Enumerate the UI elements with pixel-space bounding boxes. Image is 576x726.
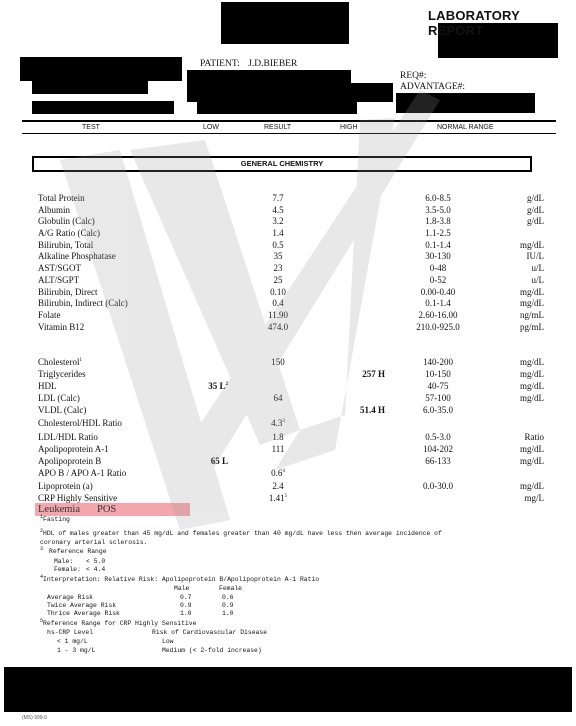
normal-range: 0.1-1.4 — [425, 240, 451, 250]
footnote-4-label: Thrice Average Risk — [47, 610, 120, 617]
table-row — [0, 227, 576, 239]
table-row — [0, 297, 576, 309]
col-head-high: HIGH — [340, 124, 358, 131]
table-row — [0, 455, 576, 467]
table-row — [0, 250, 576, 262]
unit: pg/mL — [520, 322, 544, 332]
result-value: 150 — [271, 357, 285, 367]
unit: mg/L — [524, 493, 544, 503]
footnote-4-male: 0.9 — [180, 602, 192, 609]
unit: mg/dL — [520, 381, 544, 391]
test-name: Vitamin B12 — [38, 322, 85, 332]
footnote-4-col-female: Female — [219, 585, 243, 592]
test-name: Globulin (Calc) — [38, 216, 95, 226]
table-row — [0, 392, 576, 404]
redaction-footer-bar — [4, 667, 572, 712]
test-name: CRP Highly Sensitive — [38, 493, 118, 503]
footnote-5-col-risk: Risk of Cardiovascular Disease — [152, 629, 268, 636]
normal-range: 40-75 — [427, 381, 449, 391]
unit: g/dL — [527, 216, 544, 226]
test-name: Albumin — [38, 205, 71, 215]
patient-name: J.D.BIEBER — [248, 59, 298, 69]
result-value: 3.2 — [272, 216, 284, 226]
normal-range: 1.8-3.8 — [425, 216, 451, 226]
section-title: GENERAL CHEMISTRY — [240, 159, 324, 168]
high-flag: 51.4 H — [359, 405, 385, 415]
col-head-normal-range: NORMAL RANGE — [437, 124, 494, 131]
table-row — [0, 192, 576, 204]
high-flag: 257 H — [362, 369, 385, 379]
test-name: LDL (Calc) — [38, 393, 80, 403]
req-label: REQ#: — [400, 71, 427, 81]
test-name: VLDL (Calc) — [38, 405, 87, 415]
unit: mg/dL — [520, 393, 544, 403]
normal-range: 6.0-8.5 — [425, 193, 451, 203]
footnote-marker: 3 — [282, 419, 285, 424]
footnote-4-female: 1.0 — [222, 610, 234, 617]
result-value: 111 — [271, 444, 285, 454]
table-row — [0, 274, 576, 286]
normal-range: 2.60-16.00 — [418, 310, 458, 320]
redaction-block — [221, 2, 349, 44]
section-header-box — [32, 156, 532, 172]
result-value: 474.0 — [267, 322, 289, 332]
footnote-2-line-1: $^2$HDL of males greater than 45 mg/dL and females greater than 40 mg/dL have less then average incidence of — [40, 527, 442, 537]
result-value: 0.10 — [270, 287, 286, 297]
test-name: A/G Ratio (Calc) — [38, 228, 100, 238]
result-value: 64 — [273, 393, 283, 403]
redaction-block — [20, 57, 182, 81]
table-row — [0, 321, 576, 333]
normal-range: 3.5-5.0 — [425, 205, 451, 215]
footnote-4-title: $^4$Interpretation: Relative Risk: Apolipoprotein B/Apolipoprotein A-1 Ratio — [40, 573, 320, 583]
normal-range: 30-130 — [425, 251, 451, 261]
unit: mg/dL — [520, 481, 544, 491]
unit: mg/dL — [520, 240, 544, 250]
leukemia-highlight — [35, 503, 190, 516]
unit: mg/dL — [520, 369, 544, 379]
table-row — [0, 443, 576, 455]
footnote-5-risk: Low — [162, 638, 174, 645]
normal-range: 0.5-3.0 — [425, 432, 451, 442]
result-value: $0.6^4$ — [271, 468, 285, 478]
normal-range: 0-48 — [429, 263, 447, 273]
unit: mg/dL — [520, 456, 544, 466]
redaction-block — [32, 80, 148, 94]
normal-range: 104-202 — [423, 444, 453, 454]
redaction-block — [197, 100, 357, 114]
footnote-2-line-2: coronary arterial sclerosis. — [40, 539, 148, 546]
patient-label: PATIENT: — [200, 59, 240, 69]
table-row — [0, 215, 576, 227]
test-name: APO B / APO A-1 Ratio — [38, 468, 127, 478]
table-row — [0, 404, 576, 416]
table-row — [0, 417, 576, 429]
unit: IU/L — [526, 251, 544, 261]
test-name: ALT/SGPT — [38, 275, 80, 285]
result-value: 0.4 — [272, 298, 284, 308]
test-name: HDL — [38, 381, 57, 391]
report-title: LABORATORY REPORT — [428, 8, 520, 38]
header-rule-top — [22, 120, 556, 122]
unit: u/L — [531, 263, 544, 273]
test-name: Bilirubin, Direct — [38, 287, 98, 297]
footnote-4-label: Twice Average Risk — [47, 602, 117, 609]
table-row — [0, 309, 576, 321]
test-name: LDL/HDL Ratio — [38, 432, 98, 442]
redaction-block — [32, 101, 174, 114]
footnote-5-level: 1 - 3 mg/L — [57, 647, 96, 654]
footnote-marker: 4 — [282, 469, 285, 474]
footnote-3-female: Female: < 4.4 — [54, 566, 106, 573]
footnote-3-title: $^3$ Reference Range — [40, 545, 107, 555]
result-value: 11.90 — [268, 310, 288, 320]
test-name: AST/SGOT — [38, 263, 82, 273]
normal-range: 0.00-0.40 — [420, 287, 456, 297]
footnote-5-title: $^5$Reference Range for CRP Highly Sensitive — [40, 617, 197, 627]
result-value: $4.3^3$ — [271, 418, 285, 428]
low-flag: 35 $L^2$ — [208, 381, 228, 391]
footnote-marker: 1 — [79, 358, 82, 363]
normal-range: 0.0-30.0 — [423, 481, 453, 491]
normal-range: 10-150 — [425, 369, 451, 379]
header-rule-bottom — [22, 133, 556, 134]
test-name: Triglycerides — [38, 369, 86, 379]
normal-range: 66-133 — [425, 456, 451, 466]
test-name: Bilirubin, Indirect (Calc) — [38, 298, 128, 308]
footnote-5-level: < 1 mg/L — [57, 638, 88, 645]
result-value: 23 — [273, 263, 283, 273]
footnote-4-male: 1.0 — [180, 610, 192, 617]
result-value: 35 — [273, 251, 283, 261]
unit: mg/dL — [520, 287, 544, 297]
col-head-result: RESULT — [264, 124, 292, 131]
advantage-label: ADVANTAGE#: — [400, 82, 466, 92]
result-value: 0.5 — [272, 240, 284, 250]
unit: mg/dL — [520, 444, 544, 454]
form-code: (MS) 999-0 — [22, 715, 48, 721]
result-value: 25 — [273, 275, 283, 285]
result-value: 1.4 — [272, 228, 284, 238]
footnote-4-label: Average Risk — [47, 594, 94, 601]
table-row — [0, 431, 576, 443]
redaction-block — [187, 70, 351, 84]
test-name: Bilirubin, Total — [38, 240, 94, 250]
test-name: Apolipoprotein A-1 — [38, 444, 109, 454]
unit: ng/mL — [520, 310, 544, 320]
leukemia-label: Leukemia — [38, 504, 80, 515]
normal-range: 6.0-35.0 — [423, 405, 453, 415]
unit: mg/dL — [520, 298, 544, 308]
result-value: 1.41$^5$ — [268, 493, 288, 503]
footnote-1: $^1$Fasting — [40, 513, 70, 523]
footnote-4-male: 0.7 — [180, 594, 192, 601]
result-value: 7.7 — [272, 193, 284, 203]
low-flag: 65 L — [210, 456, 228, 466]
patient-line — [200, 59, 297, 69]
test-name: Apolipoprotein B — [38, 456, 102, 466]
unit: g/dL — [527, 205, 544, 215]
table-row — [0, 380, 576, 392]
normal-range: 57-100 — [425, 393, 451, 403]
table-row — [0, 467, 576, 479]
unit: g/dL — [527, 193, 544, 203]
footnote-5-risk: Medium (< 2-fold increase) — [162, 647, 262, 654]
col-head-test: TEST — [82, 124, 100, 131]
footnote-3-male: Male: < 5.0 — [54, 558, 106, 565]
test-name: Total Protein — [38, 193, 85, 203]
normal-range: 0.1-1.4 — [425, 298, 451, 308]
footnote-4-col-male: Male — [174, 585, 190, 592]
footnote-4-female: 0.6 — [222, 594, 234, 601]
normal-range: 210.0-925.0 — [416, 322, 460, 332]
unit: Ratio — [524, 432, 544, 442]
normal-range: 140-200 — [423, 357, 453, 367]
test-name: Cholesterol/HDL Ratio — [38, 418, 122, 428]
redaction-block — [396, 93, 535, 113]
table-row — [0, 356, 576, 368]
footnote-marker: 2 — [225, 382, 228, 387]
table-row — [0, 480, 576, 492]
normal-range: 0-52 — [429, 275, 447, 285]
table-row — [0, 262, 576, 274]
footnote-4-female: 0.9 — [222, 602, 234, 609]
leukemia-value: POS — [97, 504, 117, 515]
unit: u/L — [531, 275, 544, 285]
test-name: Lipoprotein (a) — [38, 481, 93, 491]
normal-range: 1.1-2.5 — [425, 228, 451, 238]
test-name: Alkaline Phosphatase — [38, 251, 116, 261]
test-name: Folate — [38, 310, 61, 320]
test-name: Cholesterol$^1$ — [38, 357, 82, 367]
result-value: 4.5 — [272, 205, 284, 215]
unit: mg/dL — [520, 357, 544, 367]
result-value: 1.8 — [272, 432, 284, 442]
footnote-marker: 5 — [284, 494, 288, 499]
footnote-5-col-level: hs-CRP Level — [47, 629, 94, 636]
col-head-low: LOW — [203, 124, 219, 131]
table-row — [0, 368, 576, 380]
result-value: 2.4 — [272, 481, 284, 491]
